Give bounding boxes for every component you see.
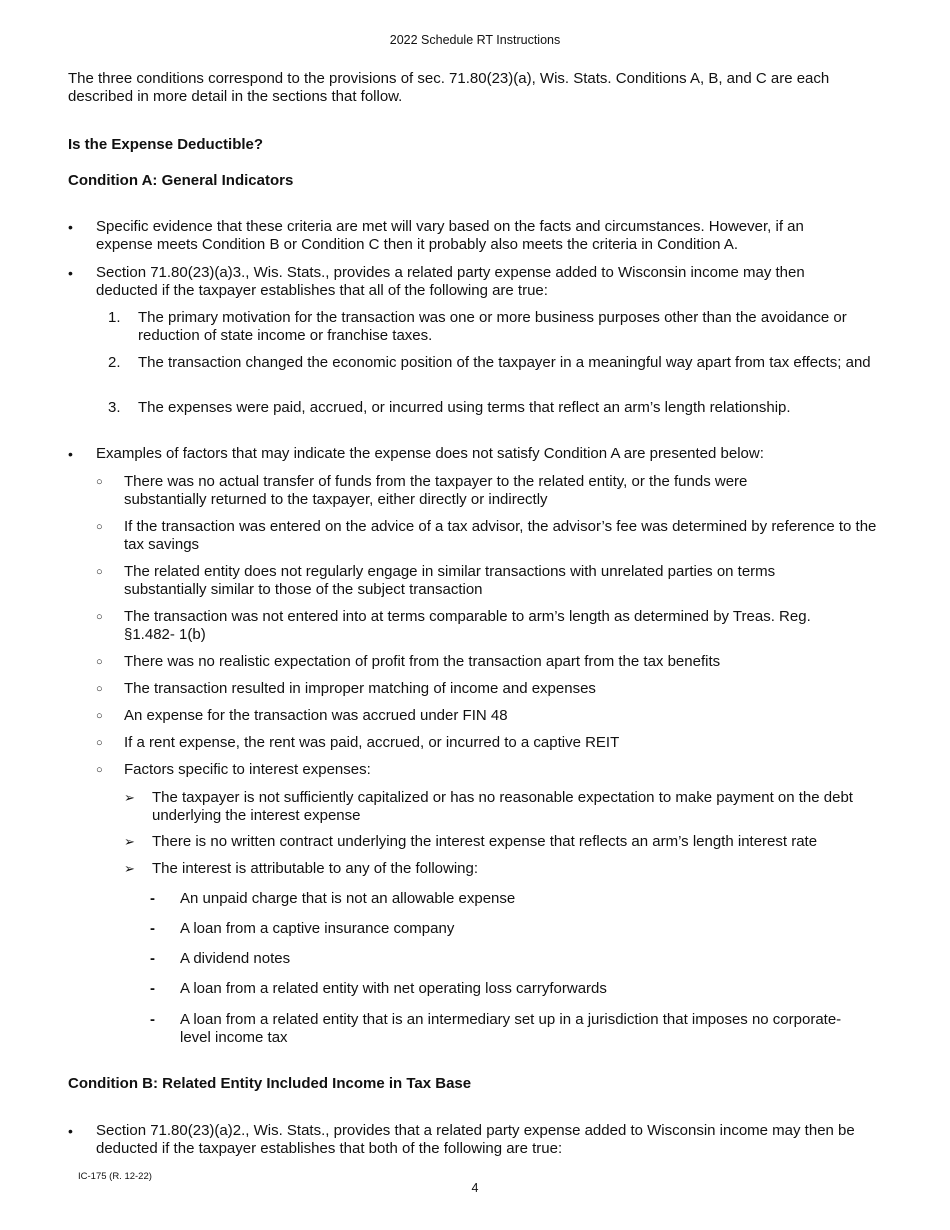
circle-bullet-icon: ○ [96, 521, 103, 533]
circle-bullet-icon: ○ [96, 566, 103, 578]
factor-item: The transaction was not entered into at terms comparable to arm’s length as determined by Treas. Reg. §1.482- 1(b) [124, 608, 811, 643]
numbered-marker: 3. [108, 399, 121, 416]
page-number: 4 [471, 1181, 479, 1195]
numbered-item-text: The expenses were paid, accrued, or incurred using terms that reflect an arm’s length relationship. [138, 399, 791, 416]
dash-bullet-icon: - [150, 890, 155, 907]
attributable-item: An unpaid charge that is not an allowable expense [180, 890, 516, 907]
factor-item: There was no realistic expectation of profit from the transaction apart from the tax benefits [124, 653, 721, 670]
numbered-item-text: The primary motivation for the transaction was one or more business purposes other than the avoidance or reduction of state income or franchise taxes. [138, 309, 847, 344]
arrow-bullet-icon: ➢ [124, 834, 135, 849]
circle-bullet-icon: ○ [96, 737, 103, 749]
heading-condition-a: Condition A: General Indicators [68, 172, 294, 189]
bullet-icon: • [68, 265, 73, 281]
circle-bullet-icon: ○ [96, 710, 103, 722]
bullet-icon: • [68, 446, 73, 462]
circle-bullet-icon: ○ [96, 656, 103, 668]
condition-a-bullet-3: Examples of factors that may indicate the expense does not satisfy Condition A are presented below: [96, 445, 764, 462]
condition-a-bullet-2: Section 71.80(23)(a)3., Wis. Stats., provides a related party expense added to Wisconsin income may then deducted if the taxpayer establishes that all of the following are true: [96, 264, 805, 299]
circle-bullet-icon: ○ [96, 611, 103, 623]
dash-bullet-icon: - [150, 980, 155, 997]
bullet-icon: • [68, 219, 73, 235]
factor-item: Factors specific to interest expenses: [124, 761, 371, 778]
dash-bullet-icon: - [150, 1011, 155, 1028]
factor-item: The transaction resulted in improper matching of income and expenses [124, 680, 596, 697]
factor-item: If a rent expense, the rent was paid, accrued, or incurred to a captive REIT [124, 734, 620, 751]
circle-bullet-icon: ○ [96, 476, 103, 488]
condition-a-bullet-1: Specific evidence that these criteria are met will vary based on the facts and circumstances. However, if an expense meets Condition B or Condition C then it probably also meets the criteria in Condition A. [96, 218, 804, 253]
heading-deductible: Is the Expense Deductible? [68, 136, 264, 153]
numbered-marker: 2. [108, 354, 121, 371]
bullet-icon: • [68, 1123, 73, 1139]
factor-item: An expense for the transaction was accrued under FIN 48 [124, 707, 508, 724]
dash-bullet-icon: - [150, 920, 155, 937]
page-header: 2022 Schedule RT Instructions [389, 33, 561, 47]
circle-bullet-icon: ○ [96, 764, 103, 776]
factor-item: There was no actual transfer of funds from the taxpayer to the related entity, or the funds were substantially returned to the taxpayer, either directly or indirectly [124, 473, 748, 508]
numbered-marker: 1. [108, 309, 121, 326]
arrow-bullet-icon: ➢ [124, 861, 135, 876]
dash-bullet-icon: - [150, 950, 155, 967]
attributable-item: A dividend notes [180, 950, 291, 967]
form-code: IC-175 (R. 12-22) [78, 1171, 152, 1182]
circle-bullet-icon: ○ [96, 683, 103, 695]
intro-paragraph: The three conditions correspond to the provisions of sec. 71.80(23)(a), Wis. Stats. Conditions A, B, and C are each described in more detail in the sections that follow. [68, 70, 830, 105]
attributable-item: A loan from a related entity that is an intermediary set up in a jurisdiction that imposes no corporate-level income tax [180, 1011, 842, 1046]
factor-item: The related entity does not regularly engage in similar transactions with unrelated parties on terms substantially similar to those of the subject transaction [124, 563, 776, 598]
attributable-item: A loan from a captive insurance company [180, 920, 455, 937]
arrow-bullet-icon: ➢ [124, 790, 135, 805]
heading-condition-b: Condition B: Related Entity Included Income in Tax Base [68, 1075, 472, 1092]
condition-b-bullet-1: Section 71.80(23)(a)2., Wis. Stats., provides that a related party expense added to Wisconsin income may then be deducted if the taxpayer establishes that both of the following are true: [96, 1122, 855, 1157]
numbered-item-text: The transaction changed the economic position of the taxpayer in a meaningful way apart from tax effects; and [138, 354, 871, 371]
factor-item: If the transaction was entered on the advice of a tax advisor, the advisor’s fee was determined by reference to the tax savings [124, 518, 877, 553]
attributable-item: A loan from a related entity with net operating loss carryforwards [180, 980, 607, 997]
interest-factor-item: There is no written contract underlying the interest expense that reflects an arm’s length interest rate [152, 833, 818, 850]
interest-factor-item: The interest is attributable to any of the following: [152, 860, 479, 877]
interest-factor-item: The taxpayer is not sufficiently capitalized or has no reasonable expectation to make payment on the debt underlying the interest expense [152, 789, 853, 824]
